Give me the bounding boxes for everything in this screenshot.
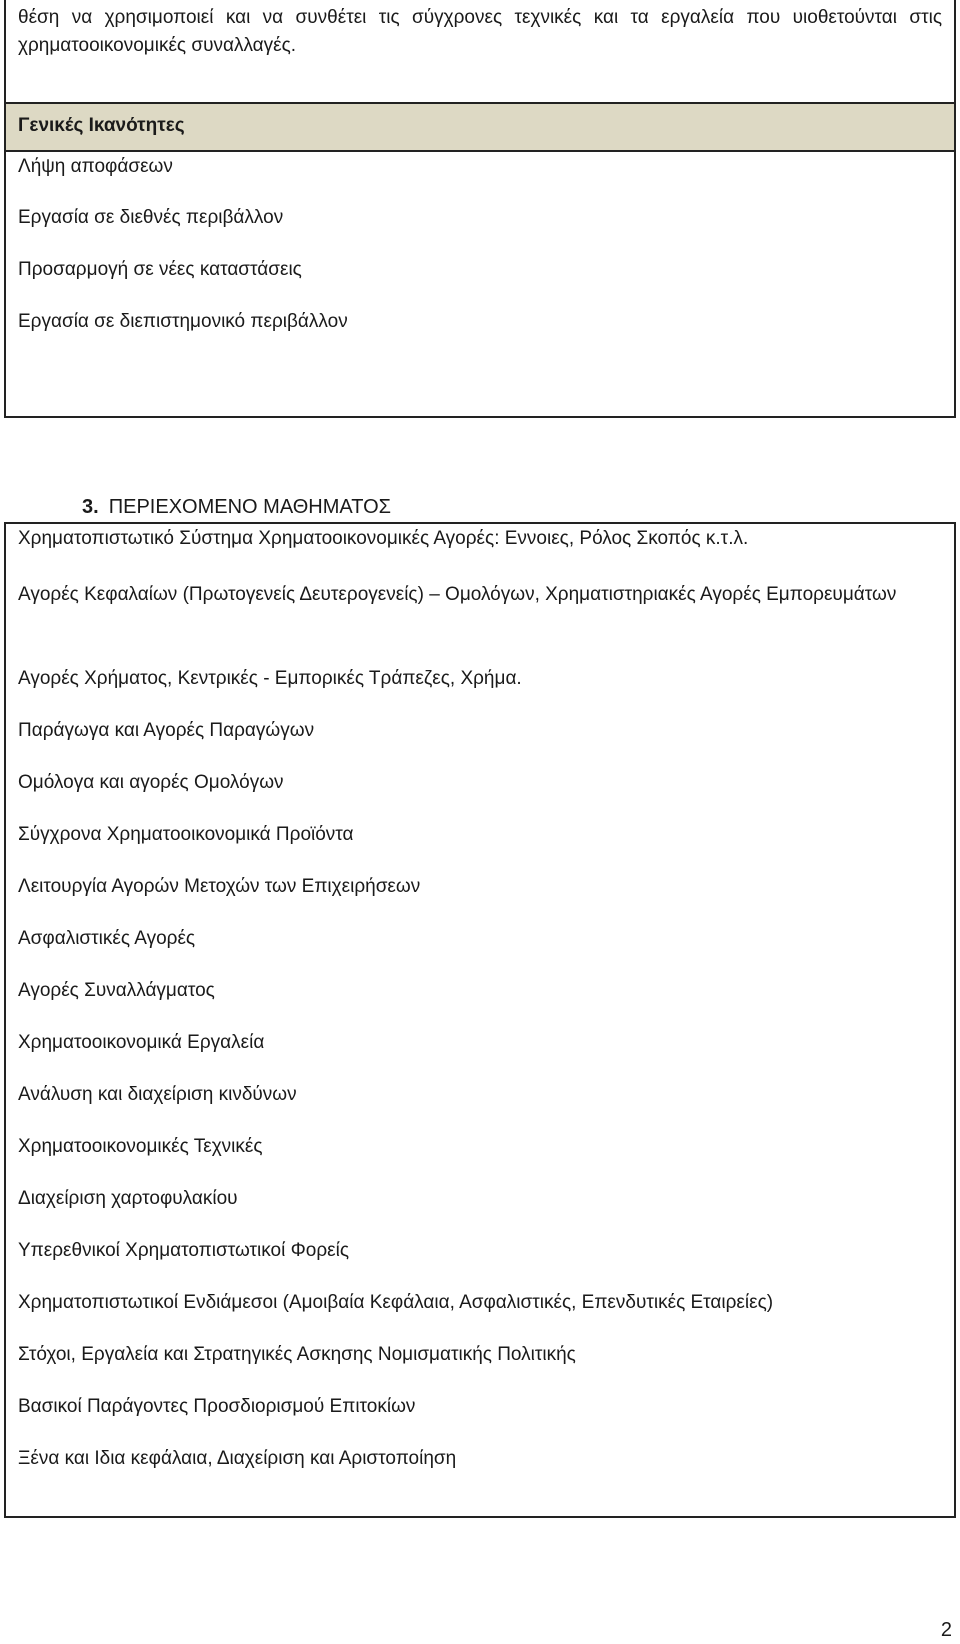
- skill-item: Εργασία σε διεπιστημονικό περιβάλλον: [18, 311, 348, 332]
- course-content-box: [4, 522, 956, 1518]
- learning-outcomes-box: [4, 0, 956, 418]
- content-item: Ασφαλιστικές Αγορές: [18, 928, 196, 949]
- content-item: Ομόλογα και αγορές Ομολόγων: [18, 772, 284, 793]
- page-number: 2: [940, 1619, 952, 1641]
- skill-item: Προσαρμογή σε νέες καταστάσεις: [18, 259, 302, 280]
- general-skills-header: [6, 102, 954, 152]
- content-item: Χρηματοοικονομικές Τεχνικές: [18, 1136, 263, 1157]
- content-item: Αγορές Χρήματος, Κεντρικές - Εμπορικές Τράπεζες, Χρήμα.: [18, 668, 522, 689]
- content-item: Διαχείριση χαρτοφυλακίου: [18, 1188, 238, 1209]
- section-title: ΠΕΡΙΕΧΟΜΕΝΟ ΜΑΘΗΜΑΤΟΣ: [108, 496, 392, 518]
- content-item: Ανάλυση και διαχείριση κινδύνων: [18, 1084, 297, 1105]
- content-item: Χρηματοοικονομικά Εργαλεία: [18, 1032, 265, 1053]
- skill-item: Εργασία σε διεθνές περιβάλλον: [18, 207, 284, 228]
- content-item: Ξένα και Ιδια κεφάλαια, Διαχείριση και Αριστοποίηση: [18, 1448, 457, 1469]
- section-heading: [82, 494, 391, 520]
- content-subtitle: Χρηματοπιστωτικό Σύστημα Χρηματοοικονομικές Αγορές: Εννοιες, Ρόλος Σκοπός κ.τ.λ.: [18, 528, 749, 549]
- content-paragraph: Αγορές Κεφαλαίων (Πρωτογενείς Δευτερογενείς) – Ομολόγων, Χρηματιστηριακές Αγορές Εμπορευμάτων: [18, 584, 897, 605]
- section-number: 3.: [82, 496, 99, 518]
- intro-text: θέση να χρησιμοποιεί και να συνθέτει τις σύγχρονες τεχνικές και τα εργαλεία που υιοθετούνται στις χρηματοοικονομικές συναλλαγές.: [18, 7, 942, 56]
- content-item: Στόχοι, Εργαλεία και Στρατηγικές Ασκησης Νομισματικής Πολιτικής: [18, 1344, 576, 1365]
- content-item: Βασικοί Παράγοντες Προσδιορισμού Επιτοκίων: [18, 1396, 416, 1417]
- content-item: Χρηματοπιστωτικοί Ενδιάμεσοι (Αμοιβαία Κεφάλαια, Ασφαλιστικές, Επενδυτικές Εταιρείες): [18, 1292, 774, 1313]
- content-item: Αγορές Συναλλάγματος: [18, 980, 215, 1001]
- skill-item: Λήψη αποφάσεων: [18, 156, 173, 177]
- content-item: Σύγχρονα Χρηματοοικονομικά Προϊόντα: [18, 824, 354, 845]
- content-item: Υπερεθνικοί Χρηματοπιστωτικοί Φορείς: [18, 1240, 349, 1261]
- general-skills-title: Γενικές Ικανότητες: [18, 115, 185, 136]
- content-item: Παράγωγα και Αγορές Παραγώγων: [18, 720, 315, 741]
- content-item: Λειτουργία Αγορών Μετοχών των Επιχειρήσεων: [18, 876, 421, 897]
